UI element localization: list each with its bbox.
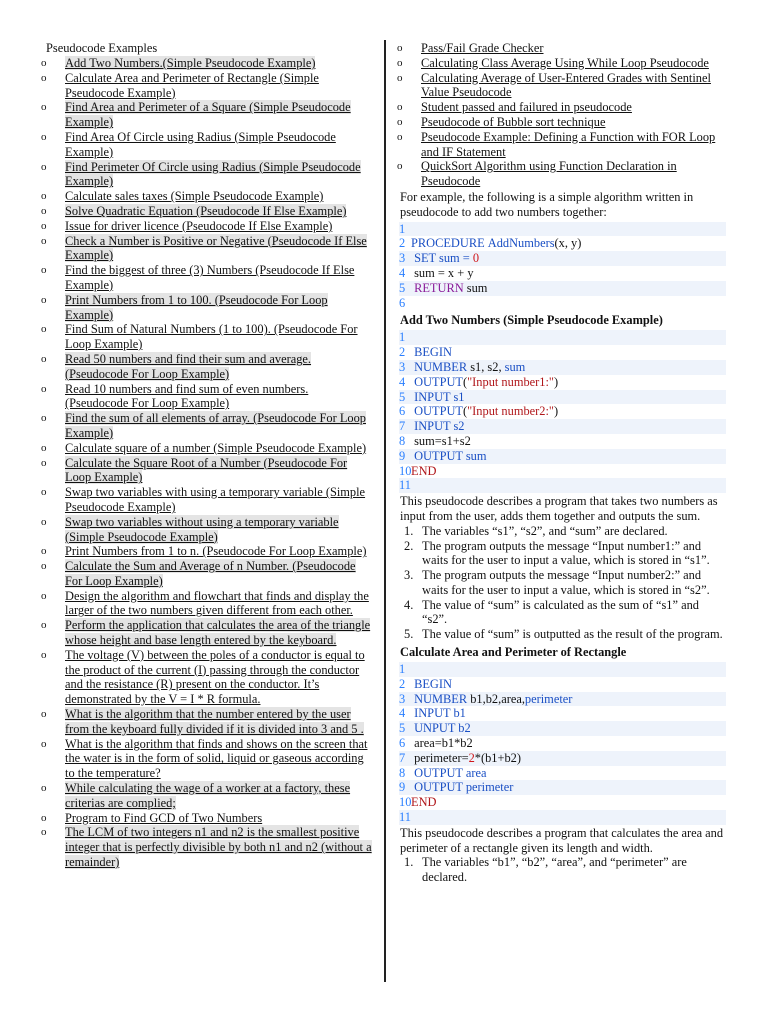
section-title-add-two-numbers: Add Two Numbers (Simple Pseudocode Example) bbox=[400, 313, 663, 328]
description-add-two-numbers: This pseudocode describes a program that takes two numbers as input from the user, adds them together and outputs the sum. bbox=[400, 494, 718, 523]
code-text: perimeter= bbox=[411, 750, 469, 765]
code-line bbox=[399, 780, 726, 795]
bullet-icon: o bbox=[41, 264, 47, 277]
code-text: sum bbox=[465, 448, 487, 463]
line-number: 5 bbox=[399, 280, 406, 295]
code-text: b2 bbox=[458, 721, 471, 736]
code-line bbox=[399, 810, 726, 825]
code-block-add-numbers-procedure bbox=[399, 222, 726, 311]
example-link[interactable]: Read 50 numbers and find their sum and average. (Pseudocode For Loop Example) bbox=[65, 351, 312, 381]
bullet-icon: o bbox=[41, 130, 47, 143]
list-item bbox=[40, 544, 372, 559]
code-keyword: RETURN bbox=[411, 280, 467, 295]
code-text: *(b1+b2) bbox=[474, 750, 521, 765]
line-number: 2 bbox=[399, 345, 406, 360]
list-item bbox=[40, 825, 372, 869]
code-line bbox=[399, 677, 726, 692]
bullet-icon: o bbox=[41, 160, 47, 173]
bullet-icon: o bbox=[397, 42, 403, 54]
line-number: 7 bbox=[399, 419, 406, 434]
list-item bbox=[40, 71, 372, 101]
list-item bbox=[40, 811, 372, 826]
code-text: (x, y) bbox=[554, 236, 582, 251]
column-divider bbox=[384, 40, 386, 982]
code-keyword: BEGIN bbox=[411, 676, 452, 691]
example-link[interactable]: Calculate Area and Perimeter of Rectangle (Simple Pseudocode Example) bbox=[65, 70, 319, 100]
bullet-icon: o bbox=[41, 219, 47, 232]
step-item bbox=[400, 539, 726, 569]
code-line bbox=[399, 692, 726, 707]
line-number: 3 bbox=[399, 359, 406, 374]
code-line bbox=[399, 390, 726, 405]
code-line bbox=[399, 721, 726, 736]
list-item bbox=[40, 441, 372, 456]
bullet-icon: o bbox=[41, 382, 47, 395]
step-item bbox=[400, 568, 726, 598]
steps-list-rectangle bbox=[396, 855, 726, 885]
bullet-icon: o bbox=[41, 441, 47, 454]
code-line bbox=[399, 795, 726, 810]
bullet-icon: o bbox=[41, 293, 47, 306]
code-line bbox=[399, 751, 726, 766]
code-keyword: INPUT bbox=[411, 419, 454, 434]
example-link[interactable]: Calculating Class Average Using While Loop Pseudocode bbox=[421, 55, 709, 70]
step-item bbox=[400, 598, 726, 628]
example-link[interactable]: The LCM of two integers n1 and n2 is the smallest positive integer that is perfectly divisible by both n1 and n2 (without a remainder) bbox=[65, 825, 372, 870]
example-link[interactable]: Find the biggest of three (3) Numbers (Pseudocode If Else Example) bbox=[65, 263, 355, 292]
list-item bbox=[396, 100, 726, 115]
example-link[interactable]: Find Area Of Circle using Radius (Simple Pseudocode Example) bbox=[65, 129, 336, 159]
list-item bbox=[40, 781, 372, 811]
section-title-rectangle: Calculate Area and Perimeter of Rectangle bbox=[400, 645, 627, 660]
example-link[interactable]: Swap two variables with using a temporary variable (Simple Pseudocode Example) bbox=[65, 485, 366, 514]
line-number: 4 bbox=[399, 706, 406, 721]
example-link[interactable]: Add Two Numbers.(Simple Pseudocode Example) bbox=[65, 56, 316, 70]
code-text: b1 bbox=[453, 706, 466, 721]
list-item bbox=[396, 159, 726, 189]
bullet-icon: o bbox=[397, 160, 403, 173]
example-link[interactable]: Find Perimeter Of Circle using Radius (Simple Pseudocode Example) bbox=[65, 159, 361, 189]
bullet-icon: o bbox=[41, 648, 47, 661]
example-link[interactable]: Pass/Fail Grade Checker bbox=[421, 41, 544, 55]
line-number: 4 bbox=[399, 265, 406, 280]
step-number: 3. bbox=[404, 568, 414, 583]
example-link[interactable]: Perform the application that calculates the area of the triangle whose height and base length entered by the keyboard. bbox=[65, 618, 371, 648]
code-line bbox=[399, 281, 726, 296]
example-link[interactable]: Calculate sales taxes (Simple Pseudocode Example) bbox=[65, 189, 324, 204]
line-number: 9 bbox=[399, 448, 406, 463]
step-text: The value of “sum” is calculated as the sum of “s1” and “s2”. bbox=[422, 597, 699, 627]
step-number: 2. bbox=[404, 538, 414, 553]
list-item bbox=[40, 515, 372, 545]
code-keyword: END bbox=[411, 463, 437, 478]
line-number: 7 bbox=[399, 750, 406, 765]
bullet-icon: o bbox=[41, 323, 47, 336]
line-number: 8 bbox=[399, 765, 406, 780]
example-link[interactable]: Print Numbers from 1 to 100. (Pseudocode For Loop Example) bbox=[65, 292, 328, 322]
bullet-icon: o bbox=[41, 71, 47, 84]
code-line bbox=[399, 251, 726, 266]
list-item bbox=[40, 352, 372, 382]
example-link[interactable]: While calculating the wage of a worker at a factory, these criterias are complied; bbox=[65, 781, 351, 810]
code-keyword: BEGIN bbox=[411, 345, 452, 360]
list-item bbox=[40, 130, 372, 160]
line-number: 10 bbox=[399, 463, 412, 478]
bullet-icon: o bbox=[41, 234, 47, 247]
example-link[interactable]: QuickSort Algorithm using Function Declaration in Pseudocode bbox=[421, 159, 677, 189]
line-number: 1 bbox=[399, 221, 406, 236]
step-number: 1. bbox=[404, 855, 414, 870]
bullet-icon: o bbox=[41, 619, 47, 632]
code-keyword: OUTPUT bbox=[411, 765, 466, 780]
list-item bbox=[40, 322, 372, 352]
code-line bbox=[399, 296, 726, 311]
step-text: The value of “sum” is outputted as the result of the program. bbox=[422, 627, 723, 642]
bullet-icon: o bbox=[41, 352, 47, 365]
bullet-icon: o bbox=[41, 782, 47, 795]
code-number: 0 bbox=[472, 251, 480, 266]
step-item bbox=[400, 855, 726, 885]
line-number: 1 bbox=[399, 662, 406, 677]
code-line bbox=[399, 266, 726, 281]
line-number: 8 bbox=[399, 433, 406, 448]
line-number: 1 bbox=[399, 330, 406, 345]
list-item bbox=[40, 219, 372, 234]
code-text: s1, s2, bbox=[470, 359, 505, 374]
code-line bbox=[399, 434, 726, 449]
list-item bbox=[40, 648, 372, 707]
example-link[interactable]: Print Numbers from 1 to n. (Pseudocode For Loop Example) bbox=[65, 544, 367, 559]
code-keyword: END bbox=[411, 795, 437, 810]
list-item bbox=[40, 382, 372, 412]
code-line bbox=[399, 375, 726, 390]
step-text: The variables “b1”, “b2”, “area”, and “perimeter” are declared. bbox=[422, 855, 687, 885]
code-number: 2 bbox=[468, 750, 475, 765]
code-text: ( bbox=[462, 404, 468, 419]
code-line bbox=[399, 404, 726, 419]
bullet-icon: o bbox=[41, 412, 47, 425]
code-function-name: AddNumbers bbox=[487, 236, 555, 251]
bullet-icon: o bbox=[41, 545, 47, 558]
code-line bbox=[399, 345, 726, 360]
example-link[interactable]: Issue for driver licence (Pseudocode If Else Example) bbox=[65, 218, 333, 233]
code-line bbox=[399, 330, 726, 345]
example-link[interactable]: Pseudocode of Bubble sort technique bbox=[421, 114, 606, 129]
list-item bbox=[40, 100, 372, 130]
bullet-icon: o bbox=[41, 515, 47, 528]
code-text: ) bbox=[553, 374, 559, 389]
code-line bbox=[399, 464, 726, 479]
list-item bbox=[40, 293, 372, 323]
code-text: perimeter bbox=[524, 691, 573, 706]
intro-paragraph: For example, the following is a simple algorithm written in pseudocode to add two numbers together: bbox=[400, 189, 694, 219]
code-keyword: OUTPUT bbox=[411, 448, 466, 463]
right-column bbox=[396, 41, 726, 885]
code-text: sum=s1+s2 bbox=[411, 433, 471, 448]
examples-link-list bbox=[40, 56, 372, 870]
example-link[interactable]: Find the sum of all elements of array. (Pseudocode For Loop Example) bbox=[65, 411, 366, 440]
list-item bbox=[40, 56, 372, 71]
left-column bbox=[40, 41, 372, 870]
example-link[interactable]: Calculate the Sum and Average of n Number. (Pseudocode For Loop Example) bbox=[65, 559, 356, 588]
list-item bbox=[40, 189, 372, 204]
bullet-icon: o bbox=[41, 589, 47, 602]
line-number: 2 bbox=[399, 236, 406, 251]
line-number: 3 bbox=[399, 251, 406, 266]
bullet-icon: o bbox=[41, 456, 47, 469]
step-text: The program outputs the message “Input number2:” and waits for the user to input a value, which is stored in “s2”. bbox=[422, 568, 710, 597]
example-link[interactable]: Swap two variables without using a temporary variable (Simple Pseudocode Example) bbox=[65, 514, 339, 544]
bullet-icon: o bbox=[397, 56, 403, 69]
code-line bbox=[399, 662, 726, 677]
code-text: sum bbox=[504, 359, 526, 374]
code-line bbox=[399, 236, 726, 251]
line-number: 11 bbox=[399, 810, 411, 825]
list-item bbox=[396, 41, 726, 56]
step-number: 1. bbox=[404, 523, 414, 538]
code-keyword: NUMBER bbox=[411, 691, 471, 706]
example-link[interactable]: Student passed and failured in pseudocode bbox=[421, 100, 632, 115]
list-item bbox=[40, 234, 372, 264]
line-number: 2 bbox=[399, 676, 406, 691]
code-line bbox=[399, 449, 726, 464]
code-line bbox=[399, 222, 726, 237]
list-item bbox=[396, 115, 726, 130]
line-number: 6 bbox=[399, 736, 406, 751]
code-text: ( bbox=[462, 374, 468, 389]
step-item bbox=[400, 627, 726, 642]
code-string: "Input number1:" bbox=[467, 374, 554, 389]
list-item bbox=[40, 456, 372, 486]
bullet-icon: o bbox=[397, 71, 403, 84]
code-text: b1,b2,area, bbox=[470, 691, 525, 706]
code-line bbox=[399, 419, 726, 434]
example-link[interactable]: The voltage (V) between the poles of a conductor is equal to the product of the current (I) passing through the conductor and the resistance (R) present on the conductor. It’s demonstrated by the V = I * R formula. bbox=[65, 647, 365, 707]
code-keyword: INPUT bbox=[411, 389, 454, 404]
code-text: perimeter bbox=[465, 780, 514, 795]
line-number: 5 bbox=[399, 721, 406, 736]
example-link[interactable]: Pseudocode Example: Defining a Function with FOR Loop and IF Statement bbox=[421, 129, 716, 159]
example-link[interactable]: Find Area and Perimeter of a Square (Simple Pseudocode Example) bbox=[65, 100, 351, 130]
code-block-add-two-numbers bbox=[399, 330, 726, 493]
code-text: s1 bbox=[453, 389, 465, 404]
step-number: 4. bbox=[404, 597, 414, 612]
step-number: 5. bbox=[404, 627, 414, 642]
code-text: ) bbox=[553, 404, 559, 419]
list-item bbox=[396, 71, 726, 101]
line-number: 6 bbox=[399, 404, 406, 419]
line-number: 10 bbox=[399, 795, 412, 810]
example-link[interactable]: Solve Quadratic Equation (Pseudocode If Else Example) bbox=[65, 203, 347, 218]
example-link[interactable]: Read 10 numbers and find sum of even numbers. (Pseudocode For Loop Example) bbox=[65, 381, 309, 411]
example-link[interactable]: Find Sum of Natural Numbers (1 to 100). (Pseudocode For Loop Example) bbox=[65, 322, 358, 352]
list-item bbox=[40, 411, 372, 441]
code-block-rectangle bbox=[399, 662, 726, 825]
code-text: sum bbox=[466, 280, 488, 295]
code-keyword: OUTPUT bbox=[411, 374, 463, 389]
steps-list-add-two-numbers bbox=[396, 524, 726, 642]
example-link[interactable]: Calculating Average of User-Entered Grades with Sentinel Value Pseudocode bbox=[421, 70, 711, 100]
bullet-icon: o bbox=[41, 101, 47, 114]
list-item bbox=[396, 130, 726, 160]
code-keyword: PROCEDURE bbox=[411, 236, 488, 251]
example-link[interactable]: Check a Number is Positive or Negative (Pseudocode If Else Example) bbox=[65, 233, 367, 263]
bullet-icon: o bbox=[41, 560, 47, 573]
list-item bbox=[40, 589, 372, 619]
line-number: 5 bbox=[399, 389, 406, 404]
code-text: area=b1*b2 bbox=[411, 736, 473, 751]
code-text: s2 bbox=[453, 419, 465, 434]
list-item bbox=[40, 559, 372, 589]
code-keyword: OUTPUT bbox=[411, 404, 463, 419]
line-number: 11 bbox=[399, 478, 411, 493]
line-number: 4 bbox=[399, 374, 406, 389]
line-number: 9 bbox=[399, 780, 406, 795]
line-number: 3 bbox=[399, 691, 406, 706]
bullet-icon: o bbox=[397, 101, 403, 114]
list-item bbox=[396, 56, 726, 71]
list-item bbox=[40, 737, 372, 781]
example-link[interactable]: Calculate the Square Root of a Number (Pseudocode For Loop Example) bbox=[65, 455, 348, 485]
code-line bbox=[399, 478, 726, 493]
bullet-icon: o bbox=[41, 826, 47, 839]
bullet-icon: o bbox=[397, 115, 403, 128]
example-link[interactable]: Calculate square of a number (Simple Pseudocode Example) bbox=[65, 440, 367, 455]
example-link[interactable]: What is the algorithm that finds and shows on the screen that the water is in the form of solid, liquid or gaseous according to the temperature? bbox=[65, 736, 368, 781]
code-keyword: UNPUT bbox=[411, 721, 459, 736]
code-keyword: NUMBER bbox=[411, 359, 471, 374]
code-string: "Input number2:" bbox=[467, 404, 554, 419]
bullet-icon: o bbox=[41, 737, 47, 750]
step-text: The variables “s1”, “s2”, and “sum” are declared. bbox=[422, 523, 668, 538]
line-number: 6 bbox=[399, 295, 406, 310]
code-line bbox=[399, 766, 726, 781]
bullet-icon: o bbox=[397, 130, 403, 143]
bullet-icon: o bbox=[41, 811, 47, 824]
code-text: SET sum = bbox=[411, 251, 473, 266]
list-item bbox=[40, 204, 372, 219]
examples-heading: Pseudocode Examples bbox=[46, 41, 158, 55]
list-item bbox=[40, 618, 372, 648]
code-text: sum = x + y bbox=[411, 265, 474, 280]
code-line bbox=[399, 360, 726, 375]
code-keyword: OUTPUT bbox=[411, 780, 466, 795]
bullet-icon: o bbox=[41, 708, 47, 721]
step-text: The program outputs the message “Input number1:” and waits for the user to input a value, which is stored in “s1”. bbox=[422, 538, 710, 568]
more-examples-link-list bbox=[396, 41, 726, 189]
example-link[interactable]: What is the algorithm that the number entered by the user from the keyboard fully divided if it is divided into 3 and 5 . bbox=[65, 707, 364, 736]
example-link[interactable]: Design the algorithm and flowchart that finds and display the larger of the two numbers given different from each other. bbox=[65, 588, 369, 618]
code-keyword: INPUT bbox=[411, 706, 454, 721]
list-item bbox=[40, 707, 372, 737]
code-text: area bbox=[465, 765, 487, 780]
code-line bbox=[399, 706, 726, 721]
step-item bbox=[400, 524, 726, 539]
code-line bbox=[399, 736, 726, 751]
bullet-icon: o bbox=[41, 204, 47, 217]
bullet-icon: o bbox=[41, 190, 47, 203]
bullet-icon: o bbox=[41, 486, 47, 499]
list-item bbox=[40, 485, 372, 515]
list-item bbox=[40, 263, 372, 293]
description-rectangle: This pseudocode describes a program that calculates the area and perimeter of a rectangle given its length and width. bbox=[400, 825, 724, 855]
bullet-icon: o bbox=[41, 57, 47, 69]
list-item bbox=[40, 160, 372, 190]
example-link[interactable]: Program to Find GCD of Two Numbers bbox=[65, 810, 263, 825]
